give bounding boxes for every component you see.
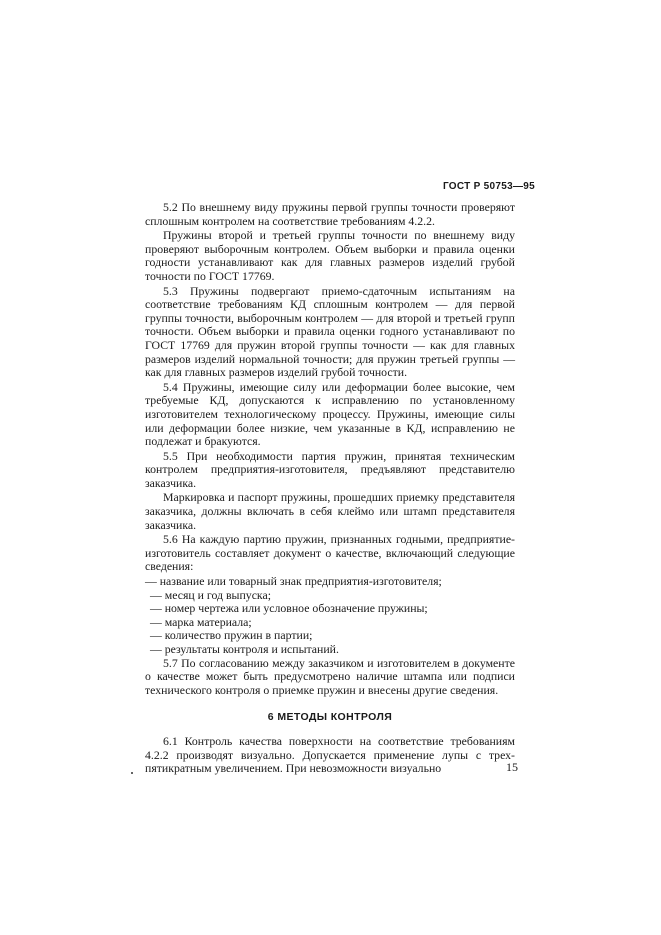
info-list — [145, 575, 515, 657]
list-item: — номер чертежа или условное обозначение пружины; — [150, 601, 428, 616]
list-item: — результаты контроля и испытаний. — [150, 642, 339, 656]
paragraph-5-2: 5.2 По внешнему виду пружины первой группы точности проверяют сплошным контролем на соответствие требованиям 4.2.2. — [145, 200, 515, 228]
paragraph-5-5: 5.5 При необходимости партия пружин, принятая техническим контролем предприятия-изготовителя, предъявляют представителю заказчика. — [145, 448, 515, 490]
paragraph-5-3: 5.3 Пружины подвергают приемо-сдаточным испытаниям на соответствие требованиям КД сплошным контролем — для первой группы точности, выборочным контролем — для второй и третьей групп точности. Объем выборки и правила оценки годного устанавливают по ГОСТ 17769 для пружин второй группы точности — как для главных размеров изделий нормальной точности; для пружин третьей группы — как для главных размеров изделий грубой точности. — [145, 283, 515, 380]
paragraph-5-4: 5.4 Пружины, имеющие силу или деформации более высокие, чем требуемые КД, допускаются к исправлению по установленному изготовителем технологическому процессу. Пружины, имеющие силы или деформации более низкие, чем указанные в КД, исправлению не подлежат и бракуются. — [145, 379, 515, 449]
list-item: — месяц и год выпуска; — [150, 587, 271, 602]
section-title: 6 МЕТОДЫ КОНТРОЛЯ — [267, 711, 393, 724]
document-body — [145, 201, 515, 777]
list-item: — количество пружин в партии; — [150, 628, 313, 643]
paragraph-6-1: 6.1 Контроль качества поверхности на соответствие требованиям 4.2.2 производят визуально. Допускается применение лупы с трех-пятикратным увеличением. При невозможности визуально — [145, 733, 515, 776]
page-number: 15 — [506, 760, 518, 774]
scan-speck — [131, 772, 133, 774]
paragraph: Пружины второй и третьей группы точности по внешнему виду проверяют выборочным контролем. Объем выборки и правила оценки годности устанавливают как для главных размеров изделий грубой точности по ГОСТ 17769. — [145, 228, 515, 283]
list-item: — марка материала; — [150, 614, 252, 629]
paragraph-5-6: 5.6 На каждую партию пружин, признанных годными, предприятие-изготовитель составляет документ о качестве, включающий следующие сведения: — [145, 532, 515, 574]
paragraph: Маркировка и паспорт пружины, прошедших приемку представителя заказчика, должны включать в себя клеймо или штамп представителя заказчика. — [145, 490, 515, 532]
paragraph-5-7: 5.7 По согласованию между заказчиком и изготовителем в документе о качестве может быть предусмотрено наличие штампа или подписи технического контроля о приемке пружин и внесены другие сведения. — [145, 655, 515, 697]
list-item: — название или товарный знак предприятия-изготовителя; — [145, 574, 442, 589]
document-code: ГОСТ Р 50753—95 — [442, 181, 535, 192]
